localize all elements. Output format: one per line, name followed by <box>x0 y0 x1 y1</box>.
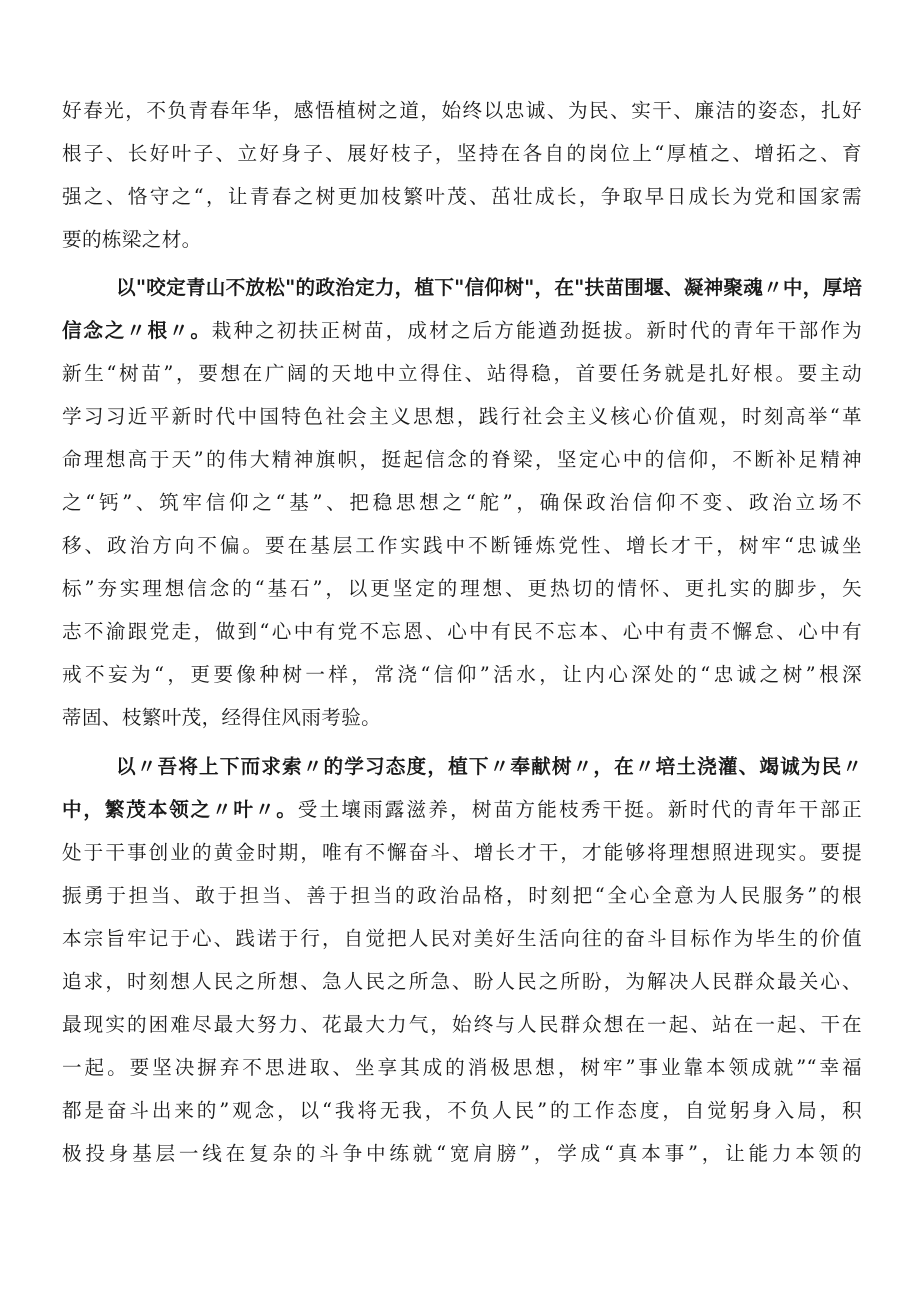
text-line: 新生“树苗”，要想在广阔的天地中立得住、站得稳，首要任务就是扎好根。要主动 <box>62 362 862 385</box>
text-line: 移、政治方向不偏。要在基层工作实践中不断锤炼党性、增长才干，树牢“忠诚坐 <box>62 534 862 557</box>
text-span: 栽种之初扶正树苗，成材之后方能遒劲挺拔。新时代的青年干部作为 <box>211 319 863 342</box>
text-line: 处于干事创业的黄金时期，唯有不懈奋斗、增长才干，才能够将理想照进现实。要提 <box>62 841 862 864</box>
text-line: 命理想高于天”的伟大精神旗帜，挺起信念的脊梁，坚定心中的信仰，不断补足精神 <box>62 448 862 471</box>
text-line: 本宗旨牢记于心、践诺于行，自觉把人民对美好生活向往的奋斗目标作为毕生的价值 <box>62 927 862 950</box>
text-line-mixed <box>62 311 862 351</box>
text-line: 一起。要坚决摒弃不思进取、坐享其成的消极思想，树牢”事业靠本领成就”“幸福 <box>62 1056 862 1079</box>
section-heading: 以"咬定青山不放松"的政治定力，植下"信仰树"，在"扶苗围堰、凝神聚魂〃中，厚培 <box>116 276 862 299</box>
text-line: 强之、恪守之“，让青春之树更加枝繁叶茂、茁壮成长，争取早日成长为党和国家需 <box>62 185 862 208</box>
text-line: 之“钙”、筑牢信仰之“基”、把稳思想之“舵”，确保政治信仰不变、政治立场不 <box>62 491 862 514</box>
text-line: 都是奋斗出来的”观念，以“我将无我，不负人民”的工作态度，自觉躬身入局，积 <box>62 1099 862 1122</box>
text-line: 最现实的困难尽最大努力、花最大力气，始终与人民群众想在一起、站在一起、干在 <box>62 1013 862 1036</box>
text-line: 要的栋梁之材。 <box>62 228 202 251</box>
section-heading-tail: 中，繁茂本领之〃叶〃。 <box>62 798 298 821</box>
text-line: 追求，时刻想人民之所想、急人民之所急、盼人民之所盼，为解决人民群众最关心、 <box>62 970 862 993</box>
text-line: 志不渝跟党走，做到“心中有党不忘恩、心中有民不忘本、心中有责不懈怠、心中有 <box>62 620 862 643</box>
text-line: 标”夯实理想信念的“基石”，以更坚定的理想、更热切的情怀、更扎实的脚步，矢 <box>62 577 862 600</box>
text-line: 戒不妄为“，更要像种树一样，常浇“信仰”活水，让内心深处的“忠诚之树”根深 <box>62 663 862 686</box>
text-span: 受土壤雨露滋养，树苗方能枝秀干挺。新时代的青年干部正 <box>297 798 863 821</box>
text-line: 极投身基层一线在复杂的斗争中练就“宽肩膀”，学成“真本事”，让能力本领的 <box>62 1142 862 1165</box>
text-line: 好春光，不负青春年华，感悟植树之道，始终以忠诚、为民、实干、廉洁的姿态，扎好 <box>62 99 862 122</box>
text-line: 蒂固、枝繁叶茂，经得住风雨考验。 <box>62 706 382 729</box>
text-line: 振勇于担当、敢于担当、善于担当的政治品格，时刻把“全心全意为人民服务”的根 <box>62 884 862 907</box>
text-line: 根子、长好叶子、立好身子、展好枝子，坚持在各自的岗位上“厚植之、增拓之、育 <box>62 142 862 165</box>
text-line: 学习习近平新时代中国特色社会主义思想，践行社会主义核心价值观，时刻高举“革 <box>62 405 862 428</box>
section-heading-tail: 信念之〃根〃。 <box>62 319 212 342</box>
text-line-mixed <box>62 790 862 830</box>
section-heading: 以〃吾将上下而求索〃的学习态度，植下〃奉献树〃，在〃培土浇灌、竭诚为民〃 <box>116 755 862 778</box>
